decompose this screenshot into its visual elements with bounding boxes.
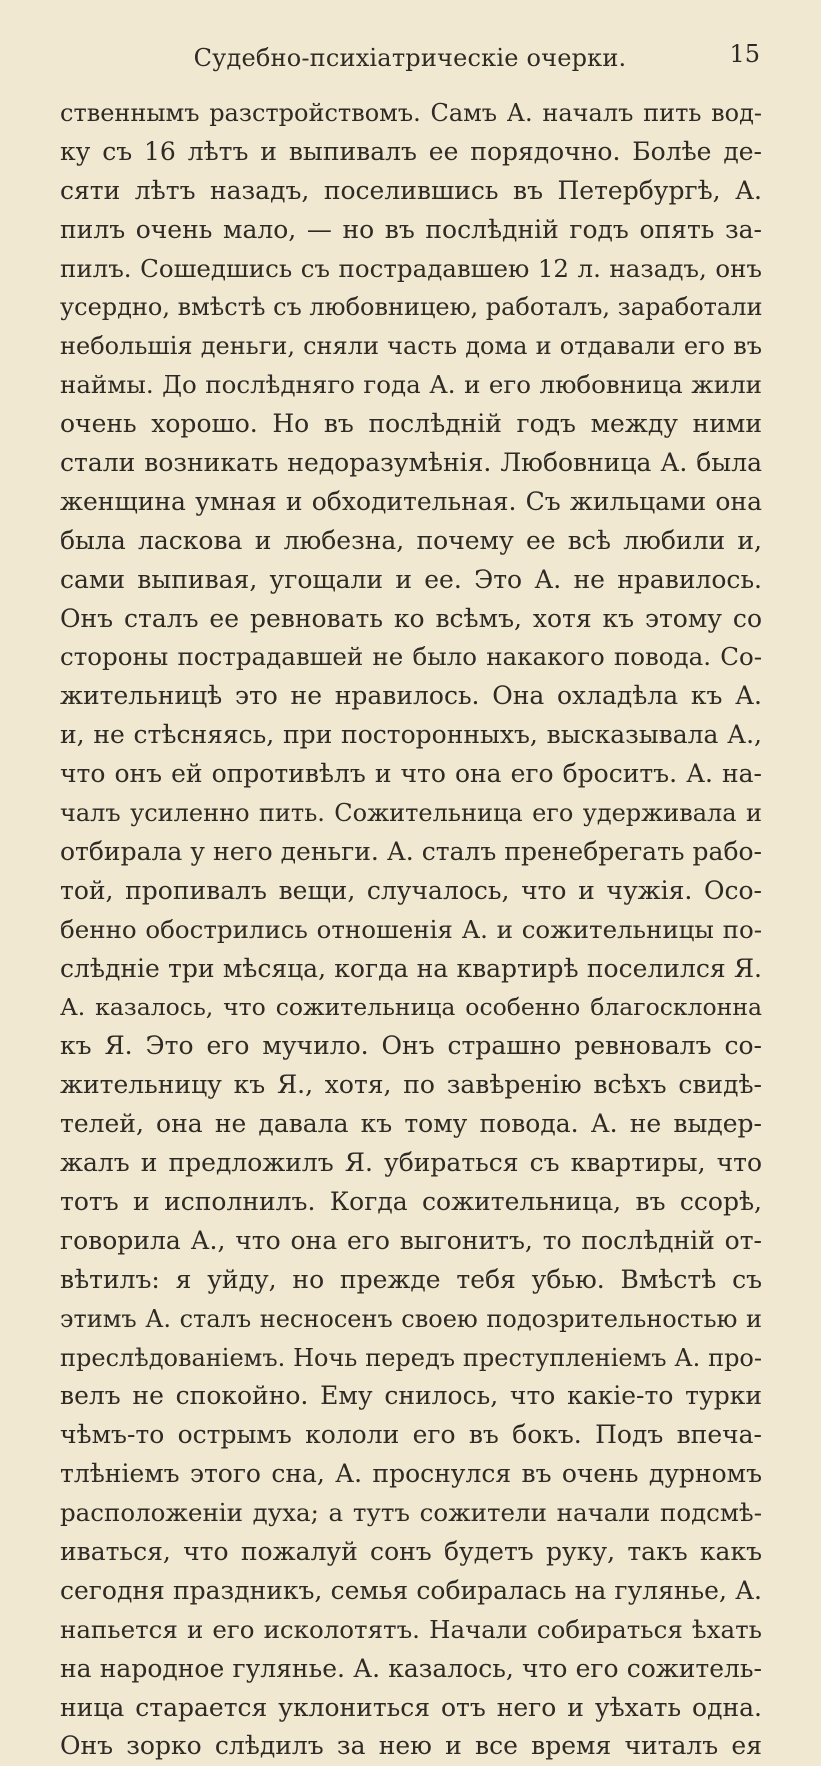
- text-line: небольшія деньги, сняли часть дома и отдавали его въ: [60, 332, 762, 361]
- text-line: очень хорошо. Но въ послѣдній годъ между ними: [60, 409, 762, 439]
- text-line: на народное гулянье. А. казалось, что его сожитель-: [60, 1653, 762, 1683]
- text-line: къ Я. Это его мучило. Онъ страшно ревновалъ со-: [60, 1031, 762, 1061]
- text-line: сегодня праздникъ, семья собиралась на гулянье, А.: [60, 1575, 762, 1605]
- text-line: бенно обострились отношенія А. и сожительницы по-: [60, 914, 762, 944]
- text-line: жительницѣ это не нравилось. Она охладѣла къ А.: [60, 681, 762, 711]
- text-line: преслѣдованіемъ. Ночь передъ преступленіемъ А. про-: [60, 1343, 762, 1372]
- text-line: женщина умная и обходительная. Съ жильцами она: [60, 486, 762, 516]
- text-line: сами выпивая, угощали и ее. Это А. не нравилось.: [60, 564, 762, 594]
- page-header: [60, 38, 760, 78]
- text-line: велъ не спокойно. Ему снилось, что какіе-то турки: [60, 1381, 762, 1411]
- text-line: что онъ ей опротивѣлъ и что она его броситъ. А. на-: [60, 759, 762, 789]
- body-text: [60, 94, 762, 1766]
- text-line: чалъ усиленно пить. Сожительница его удерживала и: [60, 799, 762, 828]
- text-line: была ласкова и любезна, почему ее всѣ любили и,: [60, 525, 762, 555]
- text-line: стороны пострадавшей не было накакого повода. Со-: [60, 642, 762, 672]
- text-line: иваться, что пожалуй сонъ будетъ руку, такъ какъ: [60, 1536, 762, 1566]
- text-line: тотъ и исполнилъ. Когда сожительница, въ ссорѣ,: [60, 1186, 762, 1216]
- text-line: стали возникать недоразумѣнія. Любовница А. была: [60, 448, 762, 478]
- text-line: той, пропивалъ вещи, случалось, что и чужія. Осо-: [60, 875, 762, 905]
- text-line: пилъ очень мало, — но въ послѣдній годъ опять за-: [60, 214, 762, 244]
- page-number: 15: [729, 40, 760, 68]
- text-line: говорила А., что она его выгонитъ, то послѣдній от-: [60, 1225, 762, 1255]
- text-line: пилъ. Сошедшись съ пострадавшею 12 л. назадъ, онъ: [60, 253, 762, 283]
- text-line: вѣтилъ: я уйду, но прежде тебя убью. Вмѣстѣ съ: [60, 1264, 762, 1294]
- text-line: и, не стѣсняясь, при посторонныхъ, высказывала А.,: [60, 720, 762, 750]
- text-line: этимъ А. сталъ несносенъ своею подозрительностью и: [60, 1304, 762, 1333]
- text-line: Онъ сталъ ее ревновать ко всѣмъ, хотя къ этому со: [60, 603, 762, 633]
- text-line: жалъ и предложилъ Я. убираться съ квартиры, что: [60, 1148, 762, 1178]
- text-line: А. казалось, что сожительница особенно благосклонна: [60, 993, 762, 1022]
- text-line: жительницу къ Я., хотя, по завѣренію всѣхъ свидѣ-: [60, 1070, 762, 1100]
- text-line: чѣмъ-то острымъ кололи его въ бокъ. Подъ впеча-: [60, 1420, 762, 1450]
- text-line: ку съ 16 лѣтъ и выпивалъ ее порядочно. Болѣе де-: [60, 136, 762, 166]
- text-line: расположеніи духа; а тутъ сожители начали подсмѣ-: [60, 1498, 762, 1528]
- text-line: сяти лѣтъ назадъ, поселившись въ Петербургѣ, А.: [60, 175, 762, 205]
- text-line: отбирала у него деньги. А. сталъ пренебрегать рабо-: [60, 836, 762, 866]
- text-line: напьется и его исколотятъ. Начали собираться ѣхать: [60, 1614, 762, 1644]
- text-line: ственнымъ разстройствомъ. Самъ А. началъ пить вод-: [60, 99, 762, 127]
- text-line: Онъ зорко слѣдилъ за нею и все время читалъ ея: [60, 1731, 762, 1761]
- text-line: усердно, вмѣстѣ съ любовницею, работалъ, заработали: [60, 293, 762, 322]
- running-title: Судебно-психіатрическіе очерки.: [193, 44, 627, 72]
- text-line: ница старается уклониться отъ него и уѣхать одна.: [60, 1692, 762, 1722]
- text-line: наймы. До послѣдняго года А. и его любовница жили: [60, 370, 762, 400]
- text-line: телей, она не давала къ тому повода. А. не выдер-: [60, 1109, 762, 1139]
- text-line: тлѣніемъ этого сна, А. проснулся въ очень дурномъ: [60, 1459, 762, 1489]
- text-line: слѣдніе три мѣсяца, когда на квартирѣ поселился Я.: [60, 953, 762, 983]
